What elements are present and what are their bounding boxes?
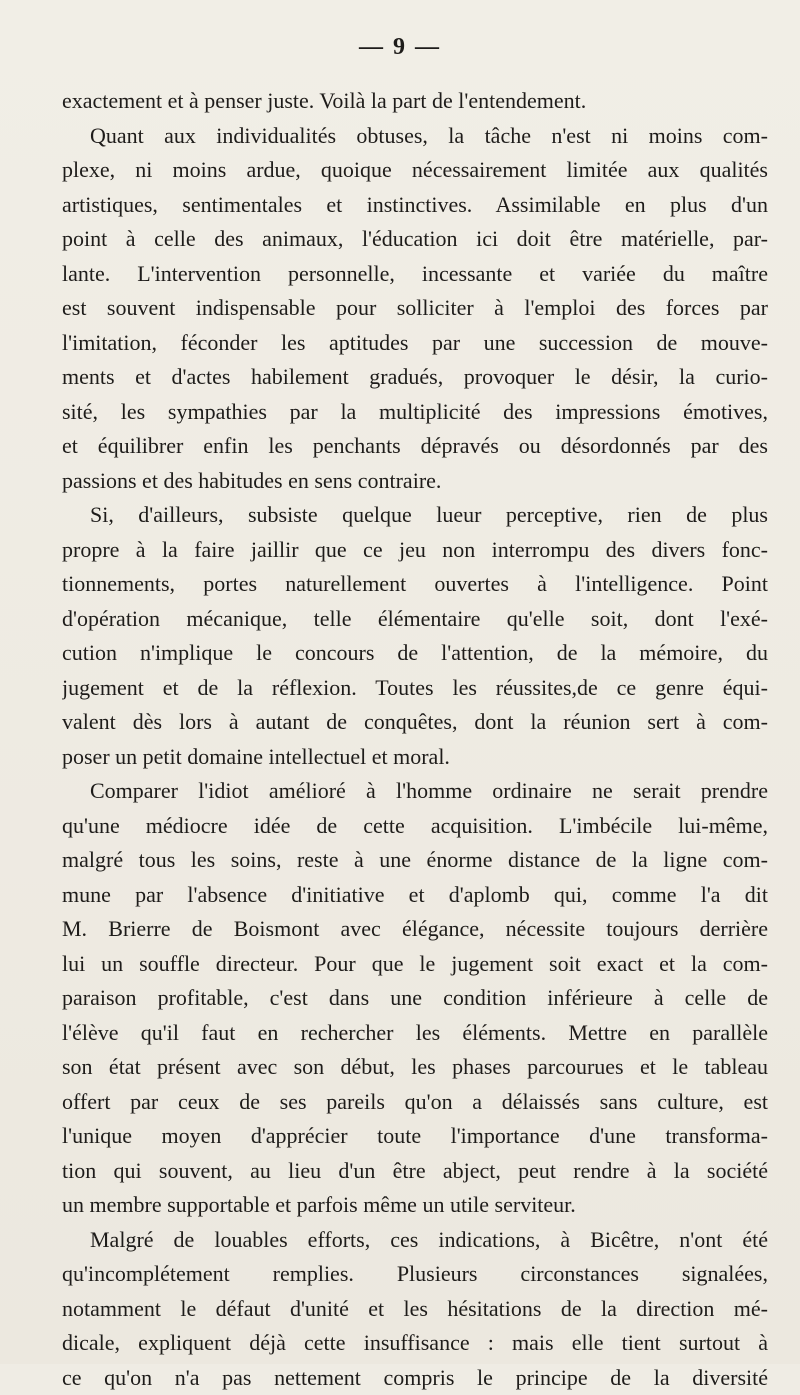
- text-line: exactement et à penser juste. Voilà la part de l'entendement.: [62, 84, 768, 119]
- text-line: d'opération mécanique, telle élémentaire qu'elle soit, dont l'exé-: [62, 602, 768, 637]
- text-line: lui un souffle directeur. Pour que le jugement soit exact et la com-: [62, 947, 768, 982]
- text-line: qu'une médiocre idée de cette acquisition. L'imbécile lui-même,: [62, 809, 768, 844]
- text-line: lante. L'intervention personnelle, incessante et variée du maître: [62, 257, 768, 292]
- text-line: ments et d'actes habilement gradués, provoquer le désir, la curio-: [62, 360, 768, 395]
- text-line: paraison profitable, c'est dans une condition inférieure à celle de: [62, 981, 768, 1016]
- text-line: cution n'implique le concours de l'attention, de la mémoire, du: [62, 636, 768, 671]
- text-line: Comparer l'idiot amélioré à l'homme ordinaire ne serait prendre: [62, 774, 768, 809]
- text-line: Quant aux individualités obtuses, la tâche n'est ni moins com-: [62, 119, 768, 154]
- text-line: poser un petit domaine intellectuel et moral.: [62, 740, 768, 775]
- text-line: tionnements, portes naturellement ouvertes à l'intelligence. Point: [62, 567, 768, 602]
- text-line: M. Brierre de Boismont avec élégance, nécessite toujours derrière: [62, 912, 768, 947]
- text-line: point à celle des animaux, l'éducation ici doit être matérielle, par-: [62, 222, 768, 257]
- text-line: Malgré de louables efforts, ces indications, à Bicêtre, n'ont été: [62, 1223, 768, 1258]
- text-line: l'élève qu'il faut en rechercher les éléments. Mettre en parallèle: [62, 1016, 768, 1051]
- text-line: Si, d'ailleurs, subsiste quelque lueur perceptive, rien de plus: [62, 498, 768, 533]
- text-line: son état présent avec son début, les phases parcourues et le tableau: [62, 1050, 768, 1085]
- text-line: mune par l'absence d'initiative et d'aplomb qui, comme l'a dit: [62, 878, 768, 913]
- text-line: plexe, ni moins ardue, quoique nécessairement limitée aux qualités: [62, 153, 768, 188]
- text-line: est souvent indispensable pour solliciter à l'emploi des forces par: [62, 291, 768, 326]
- text-line: sité, les sympathies par la multiplicité des impressions émotives,: [62, 395, 768, 430]
- text-line: dicale, expliquent déjà cette insuffisance : mais elle tient surtout à: [62, 1326, 768, 1361]
- text-line: ce qu'on n'a pas nettement compris le principe de la diversité: [62, 1361, 768, 1395]
- text-line: qu'incomplétement remplies. Plusieurs circonstances signalées,: [62, 1257, 768, 1292]
- text-line: propre à la faire jaillir que ce jeu non interrompu des divers fonc-: [62, 533, 768, 568]
- text-line: un membre supportable et parfois même un utile serviteur.: [62, 1188, 768, 1223]
- text-line: artistiques, sentimentales et instinctives. Assimilable en plus d'un: [62, 188, 768, 223]
- text-line: valent dès lors à autant de conquêtes, dont la réunion sert à com-: [62, 705, 768, 740]
- body-text: [62, 84, 768, 1395]
- text-line: tion qui souvent, au lieu d'un être abject, peut rendre à la société: [62, 1154, 768, 1189]
- page-number: — 9 —: [0, 34, 800, 61]
- text-line: passions et des habitudes en sens contraire.: [62, 464, 768, 499]
- text-line: l'imitation, féconder les aptitudes par une succession de mouve-: [62, 326, 768, 361]
- text-line: l'unique moyen d'apprécier toute l'importance d'une transforma-: [62, 1119, 768, 1154]
- text-line: malgré tous les soins, reste à une énorme distance de la ligne com-: [62, 843, 768, 878]
- text-line: offert par ceux de ses pareils qu'on a délaissés sans culture, est: [62, 1085, 768, 1120]
- text-line: jugement et de la réflexion. Toutes les réussites,de ce genre équi-: [62, 671, 768, 706]
- text-line: notamment le défaut d'unité et les hésitations de la direction mé-: [62, 1292, 768, 1327]
- text-line: et équilibrer enfin les penchants dépravés ou désordonnés par des: [62, 429, 768, 464]
